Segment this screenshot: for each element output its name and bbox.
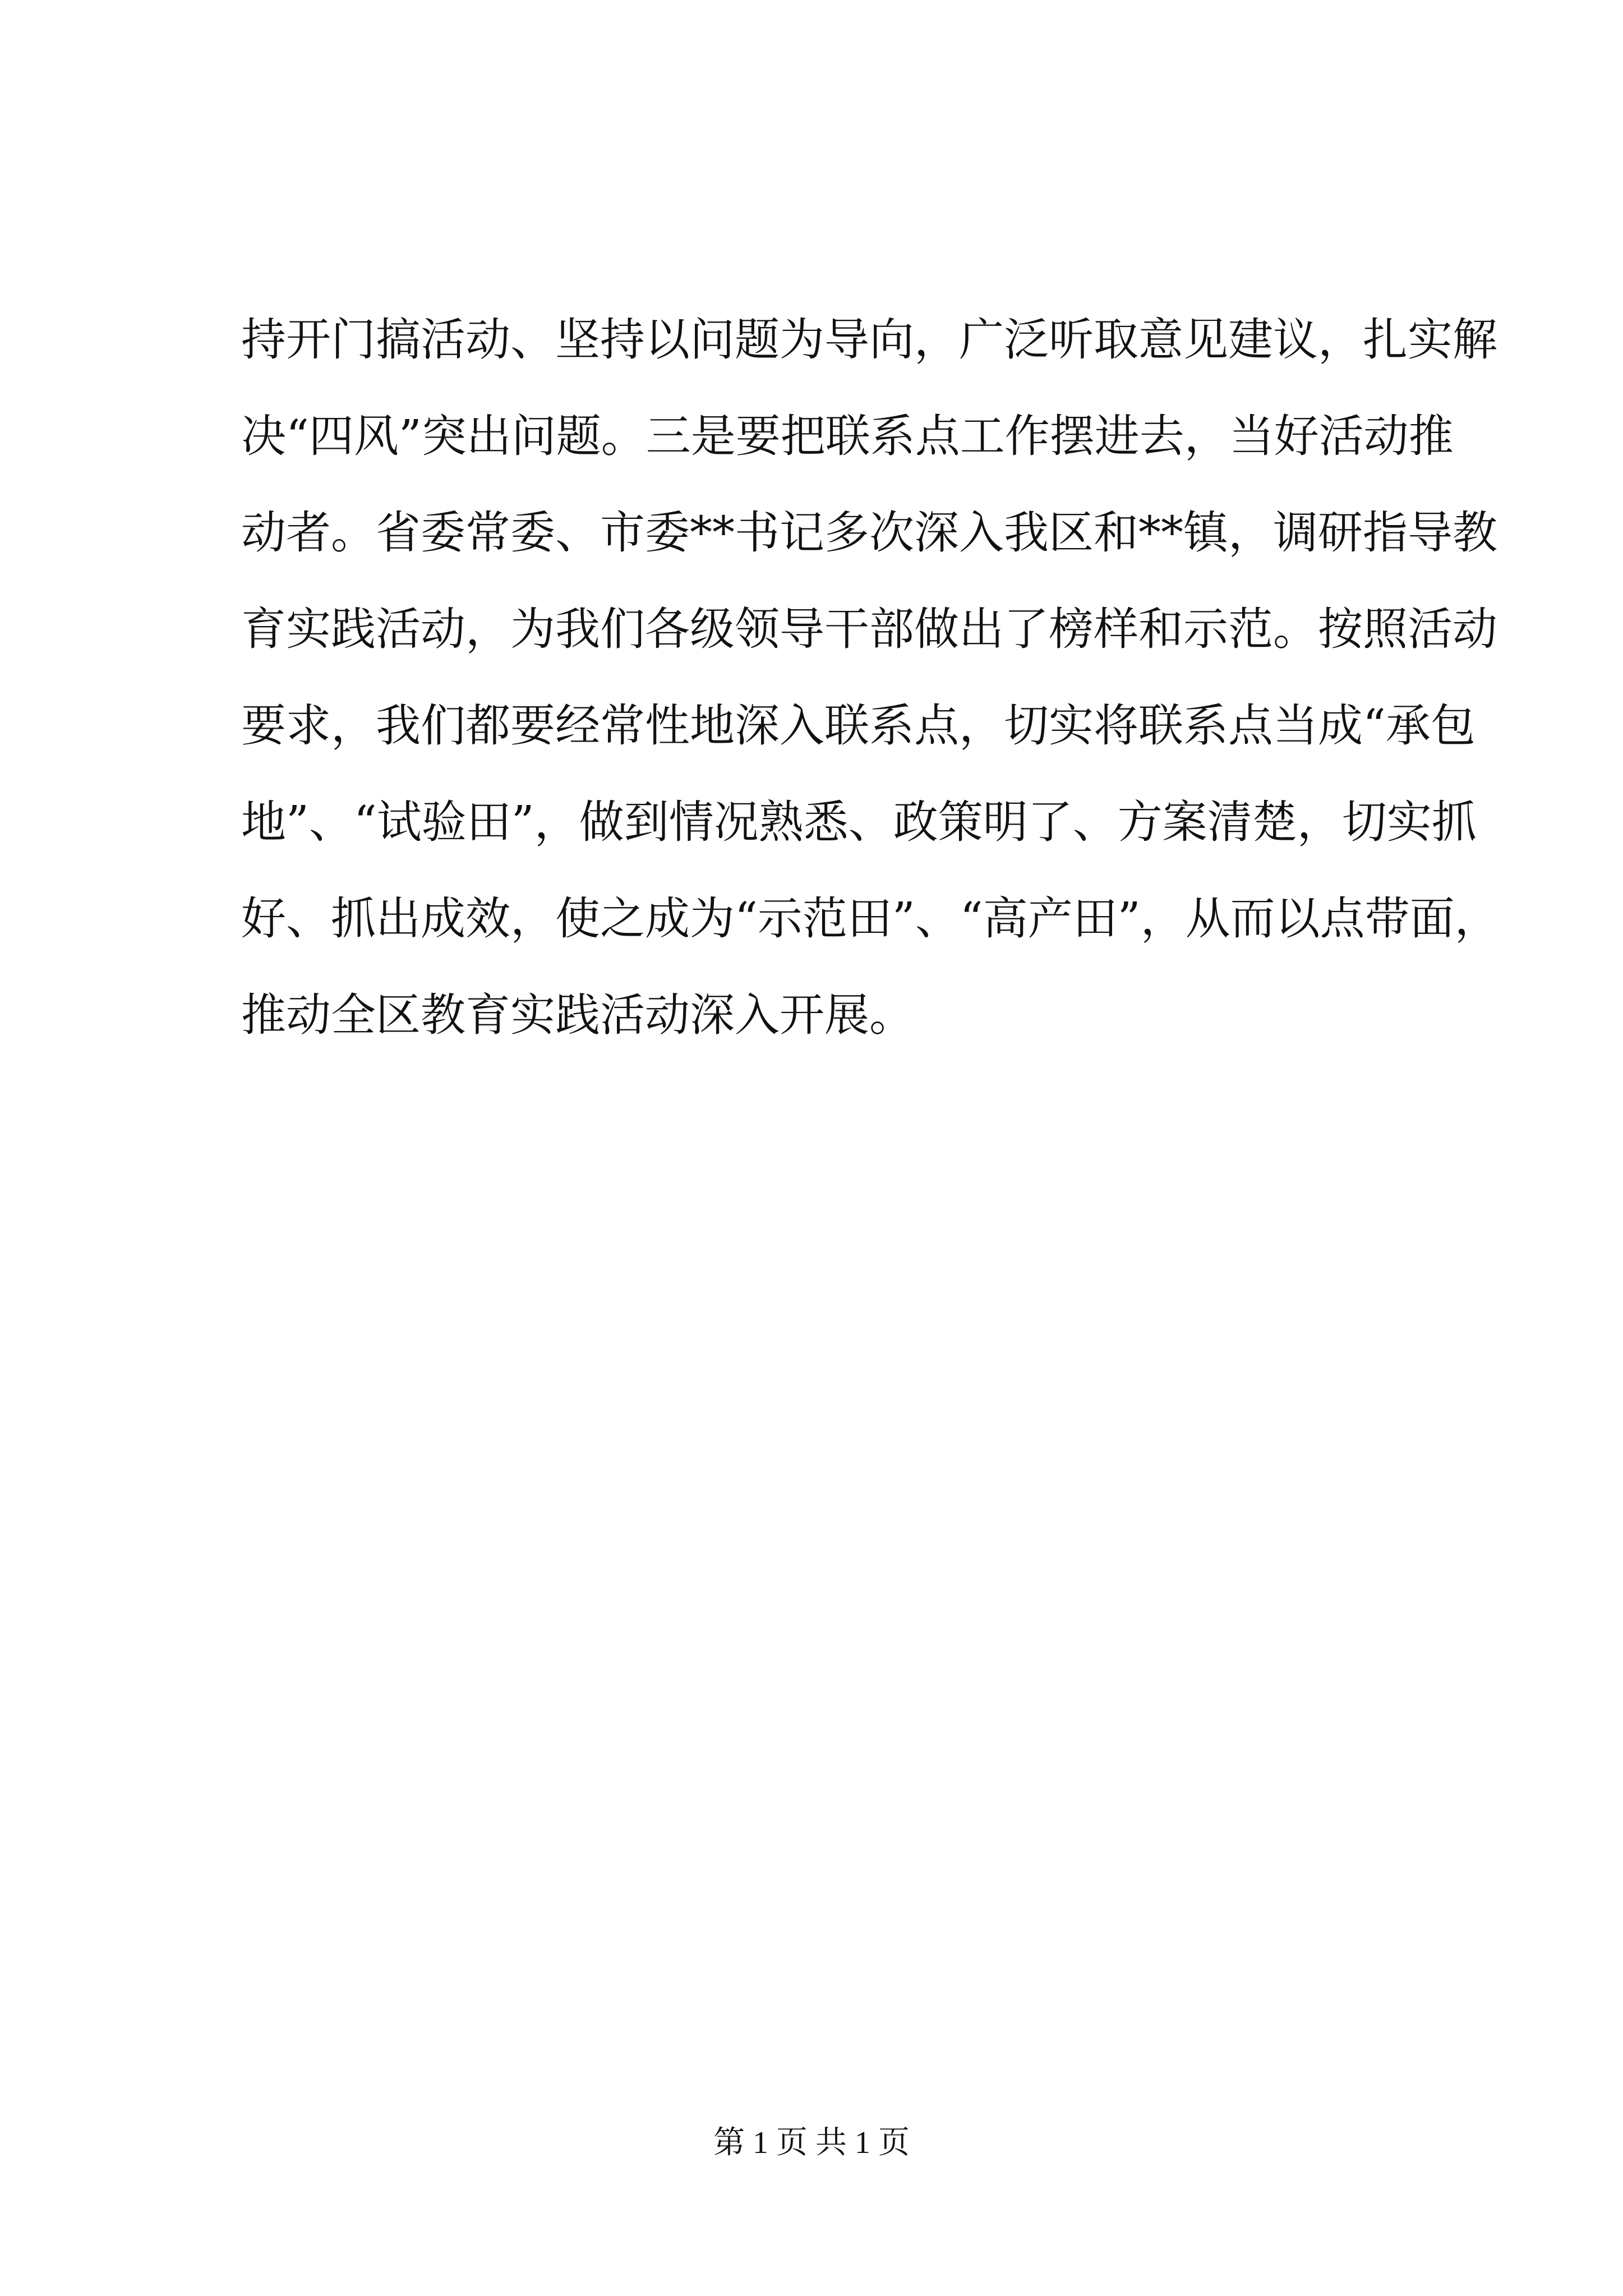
paragraph-line: 好、抓出成效，使之成为“示范田”、“高产田”，从而以点带面， <box>241 892 1500 945</box>
paragraph-line: 地”、“试验田”，做到情况熟悉、政策明了、方案清楚，切实抓 <box>241 796 1477 848</box>
paragraph-line: 要求，我们都要经常性地深入联系点，切实将联系点当成“承包 <box>241 700 1476 752</box>
paragraph-line: 动者。省委常委、市委**书记多次深入我区和**镇，调研指导教 <box>241 507 1497 559</box>
paragraph-line: 持开门搞活动、坚持以问题为导向，广泛听取意见建议，扎实解 <box>241 314 1497 366</box>
page-footer: 第 1 页 共 1 页 <box>713 2125 910 2160</box>
paragraph-line: 育实践活动，为我们各级领导干部做出了榜样和示范。按照活动 <box>241 603 1497 655</box>
paragraph-line: 决“四风”突出问题。三是要把联系点工作摆进去，当好活动推 <box>241 410 1454 462</box>
body-paragraph <box>241 292 1500 1064</box>
paragraph-line: 推动全区教育实践活动深入开展。 <box>241 989 914 1041</box>
